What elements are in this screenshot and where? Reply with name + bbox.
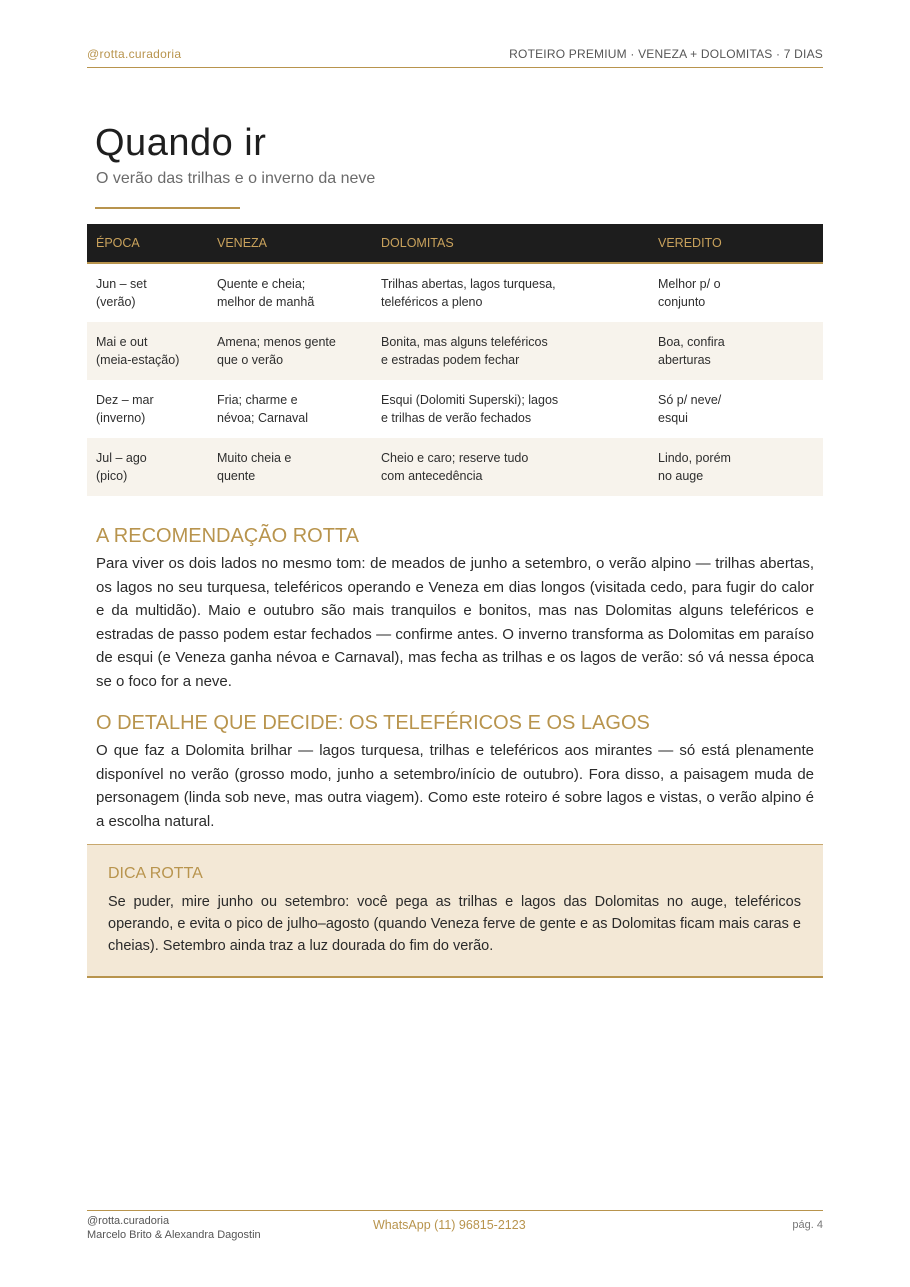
cell-veneza: Quente e cheia; melhor de manhã [217, 277, 315, 309]
tip-title: DICA ROTTA [108, 865, 203, 882]
recommendation-heading: A RECOMENDAÇÃO ROTTA [96, 525, 359, 547]
cell-dolomitas: Esqui (Dolomiti Superski); lagos e trilhas de verão fechados [381, 393, 559, 425]
footer-whatsapp: WhatsApp (11) 96815-2123 [373, 1218, 526, 1232]
season-table [87, 224, 823, 496]
cell-dolomitas: Trilhas abertas, lagos turquesa, teleféricos a pleno [381, 277, 556, 309]
cell-veneza: Muito cheia e quente [208, 438, 372, 496]
cell-veredito: Boa, confira aberturas [649, 322, 823, 380]
cell-epoca: Dez – mar (inverno) [96, 393, 154, 425]
cell-veredito: Lindo, porém no auge [649, 438, 823, 496]
detail-text: O que faz a Dolomita brilhar — lagos turquesa, trilhas e teleféricos aos mirantes — só está plenamente disponível no verão (grosso modo, junho a setembro/início de outubro). Fora disso, a paisagem muda de personagem (linda sob neve, mas outra viagem). Como este roteiro é sobre lagos e vistas, o verão alpino é a escolha natural. [96, 742, 814, 830]
footer-brand: @rotta.curadoria [87, 1215, 170, 1227]
table-header-row [87, 224, 823, 263]
cell-veneza: Amena; menos gente que o verão [208, 322, 372, 380]
detail-heading: O DETALHE QUE DECIDE: OS TELEFÉRICOS E OS LAGOS [96, 712, 650, 734]
cell-epoca: Jul – ago (pico) [87, 438, 208, 496]
recommendation-text: Para viver os dois lados no mesmo tom: de meados de junho a setembro, o verão alpino — trilhas abertas, os lagos no seu turquesa, teleféricos operando e Veneza em dias longos (visitada cedo, para fugir do calor e da multidão). Maio e outubro são mais tranquilos e bonitos, mas nas Dolomitas alguns teleféricos e estradas de passo podem estar fechados — confirme antes. O inverno transforma as Dolomitas em paraíso de esqui (e Veneza ganha névoa e Carnaval), mas fecha as trilhas e os lagos de verão: só vá nessa época se o foco for a neve. [96, 555, 814, 690]
cell-veneza: Fria; charme e névoa; Carnaval [217, 393, 309, 425]
column-header-veredito: VEREDITO [649, 224, 823, 263]
page-number: pág. 4 [792, 1219, 823, 1231]
column-header-epoca: ÉPOCA [87, 224, 208, 263]
page-footer [87, 1210, 823, 1251]
cell-dolomitas: Cheio e caro; reserve tudo com antecedência [372, 438, 649, 496]
header-doc-title: ROTEIRO PREMIUM · VENEZA + DOLOMITAS · 7 DIAS [509, 47, 823, 61]
footer-credits [87, 1214, 261, 1242]
table-row [87, 438, 823, 496]
tip-box [87, 844, 823, 978]
page-subtitle: O verão das trilhas e o inverno da neve [96, 170, 376, 187]
table-row [87, 322, 823, 380]
cell-veredito: Melhor p/ o conjunto [658, 277, 721, 309]
page-header [87, 46, 823, 68]
table-row [87, 263, 823, 322]
tip-text: Se puder, mire junho ou setembro: você pega as trilhas e lagos das Dolomitas no auge, teleféricos operando, e evita o pico de julho–agosto (quando Veneza ferve de gente e as Dolomitas ficam mais caras e cheias). Setembro ainda traz a luz dourada do fim do verão. [108, 894, 801, 954]
table-row [87, 380, 823, 438]
cell-veredito: Só p/ neve/ esqui [658, 393, 722, 425]
column-header-veneza: VENEZA [208, 224, 372, 263]
footer-authors: Marcelo Brito & Alexandra Dagostin [87, 1229, 261, 1241]
page-title: Quando ir [95, 122, 267, 164]
cell-dolomitas: Bonita, mas alguns teleféricos e estradas podem fechar [372, 322, 649, 380]
header-brand: @rotta.curadoria [87, 47, 182, 61]
cell-epoca: Mai e out (meia-estação) [87, 322, 208, 380]
title-divider [95, 207, 240, 209]
cell-epoca: Jun – set (verão) [96, 277, 147, 309]
column-header-dolomitas: DOLOMITAS [372, 224, 649, 263]
